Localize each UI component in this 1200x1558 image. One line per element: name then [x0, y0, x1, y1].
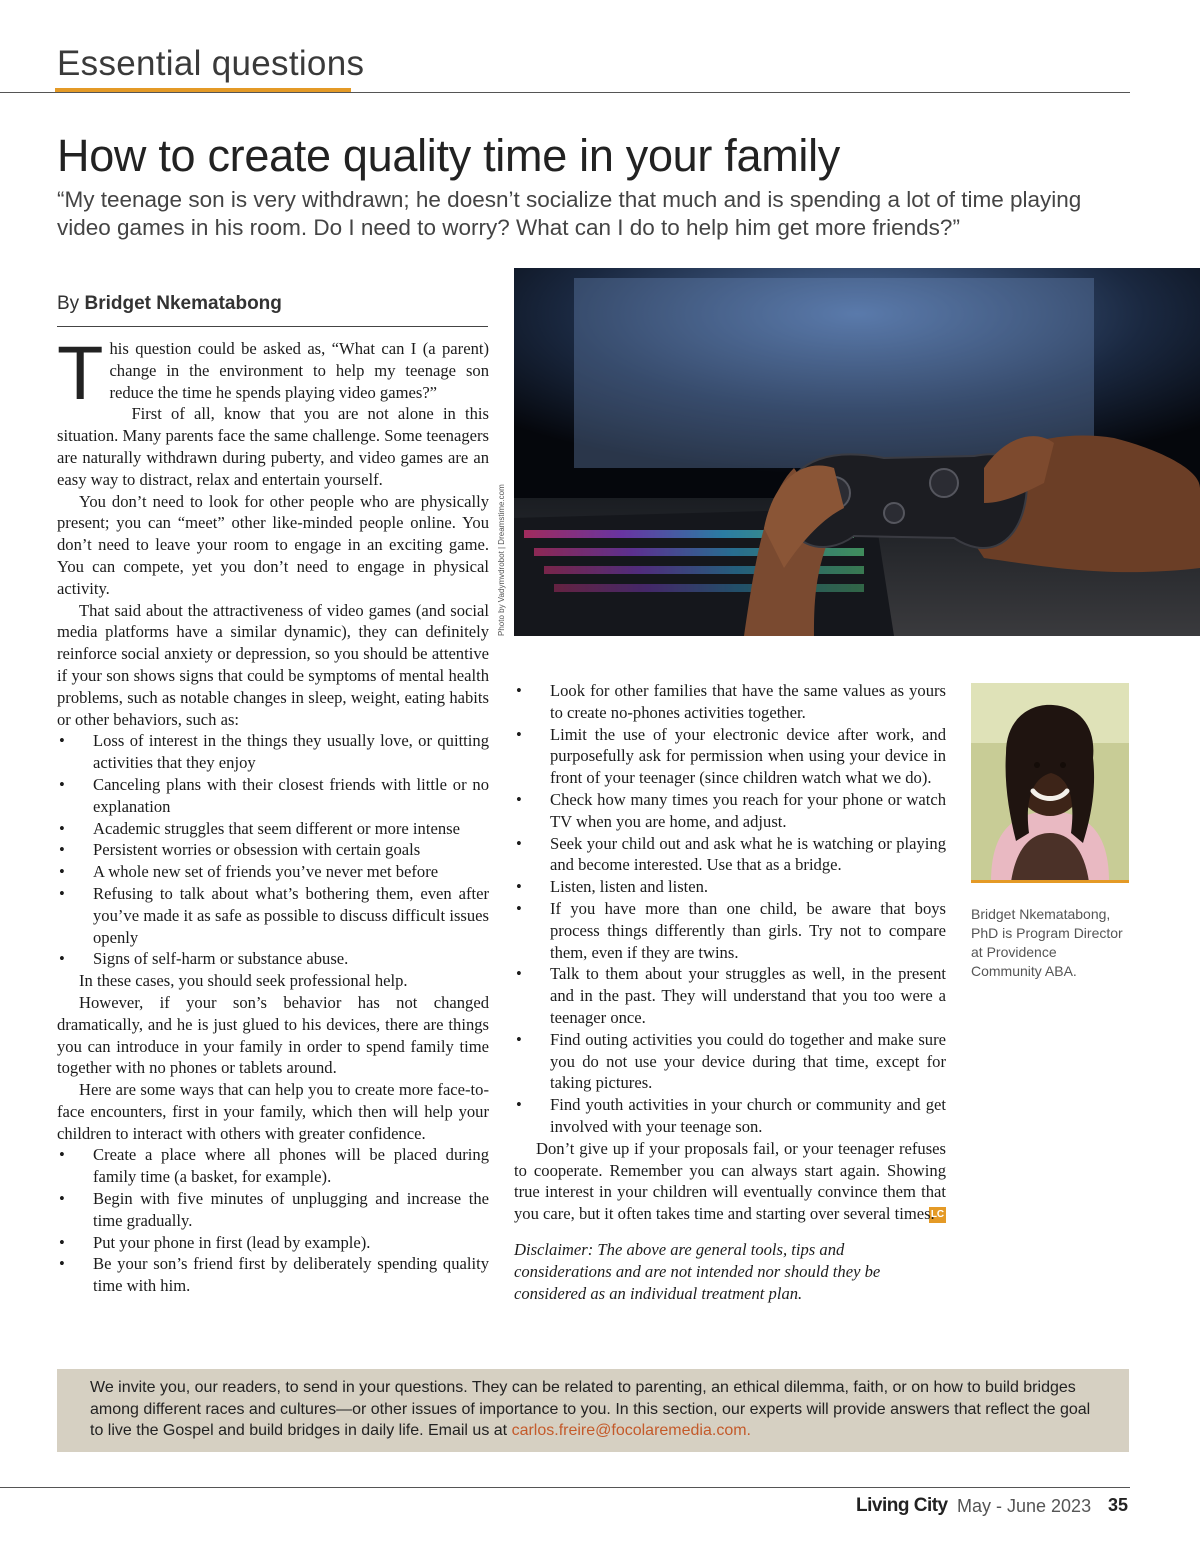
- reader-invitation-box: [57, 1369, 1129, 1452]
- list-item: • Check how many times you reach for your phone or watch TV when you are home, and adjust.: [516, 789, 946, 831]
- list-item: • Find outing activities you could do together and make sure you do not use your device during that time, except for taking pictures.: [516, 1029, 946, 1093]
- paragraph: Here are some ways that can help you to create more face-to-face encounters, first in your family, which then will help your children to interact with others with greater confidence.: [57, 1080, 489, 1143]
- list-item: • Listen, listen and listen.: [516, 877, 709, 897]
- list-item: • Limit the use of your electronic device after work, and purposefully ask for permission when using your device in front of your teenager (since children watch what we do).: [516, 724, 946, 788]
- list-item: • Find youth activities in your church or community and get involved with your teenage son.: [516, 1095, 946, 1136]
- paragraph: In these cases, you should seek professional help.: [79, 971, 408, 991]
- list-item: • Refusing to talk about what’s bothering them, even after you’ve made it as safe as possible to discuss difficult issues openly: [59, 883, 489, 947]
- list-item: • Signs of self-harm or substance abuse.: [59, 949, 349, 969]
- list-item: • Create a place where all phones will be placed during family time (a basket, for example).: [59, 1145, 489, 1187]
- list-item: • If you have more than one child, be aware that boys process things differently than girls. Try not to compare them, even if they are twins.: [516, 898, 946, 962]
- drop-cap: T: [57, 331, 104, 416]
- article-photo-gaming-controller: [514, 268, 1200, 636]
- ways-list-2: [514, 680, 946, 1138]
- paragraph: You don’t need to look for other people who are physically present; you can “meet” other like-minded people online. You don’t need to leave your room to engage in an exciting game. You can compete, yet you don’t need to engage in physical activity.: [57, 491, 489, 598]
- byline-prefix: By: [57, 293, 80, 314]
- disclaimer: Disclaimer: The above are general tools, tips and considerations and are not intended nor should they be considered as an individual treatment plan.: [514, 1239, 881, 1303]
- ways-list-1: [57, 1144, 489, 1297]
- page-number: 35: [1108, 1495, 1129, 1515]
- footer-divider: [0, 1487, 1130, 1488]
- intro-paragraph: [57, 331, 489, 416]
- header-divider: [0, 92, 1130, 93]
- article-column-2: [514, 680, 946, 1304]
- intro-text: his question could be asked as, “What can I (a parent) change in the environment to help my teenage son reduce the time he spends playing video games?”: [109, 339, 489, 402]
- list-item: • Seek your child out and ask what he is watching or playing and become interested. Use that as a bridge.: [516, 833, 946, 875]
- author-photo-accent: [971, 880, 1129, 883]
- list-item: • Look for other families that have the same values as yours to create no-phones activities together.: [516, 681, 946, 722]
- byline-divider: [57, 326, 488, 327]
- byline-author: Bridget Nkematabong: [84, 293, 282, 314]
- article-deck: “My teenage son is very withdrawn; he doesn’t socialize that much and is spending a lot of time playing video games in his room. Do I need to worry? What can I do to help him get more friends?”: [57, 187, 1082, 240]
- list-item: • Be your son’s friend first by deliberately spending quality time with him.: [59, 1254, 489, 1296]
- byline: [57, 293, 282, 315]
- author-caption: Bridget Nkematabong, PhD is Program Director at Providence Community ABA.: [971, 906, 1123, 979]
- issue-date: May - June 2023: [957, 1496, 1092, 1516]
- list-item: • Begin with five minutes of unplugging and increase the time gradually.: [59, 1189, 489, 1230]
- paragraph: That said about the attractiveness of video games (and social media platforms have a similar dynamic), they can definitely reinforce social anxiety or depression, so you should be attentive if your son shows signs that could be symptoms of mental health problems, such as notable changes in sleep, weight, eating habits or other behaviors, such as:: [57, 600, 489, 729]
- email-link[interactable]: carlos.freire@focolaremedia.com.: [511, 1422, 751, 1439]
- article-column-1: [57, 331, 489, 1297]
- list-item: • Canceling plans with their closest friends with little or no explanation: [59, 774, 489, 816]
- author-photo: [971, 683, 1129, 882]
- closing-paragraph: Don’t give up if your proposals fail, or your teenager refuses to cooperate. Remember you can always start again. Showing true interest in your children will eventually convince them that you care, but it often takes time and starting over several times.: [514, 1138, 946, 1224]
- end-mark-logo: LC: [929, 1207, 946, 1223]
- article-headline: How to create quality time in your family: [57, 130, 841, 181]
- list-item: • Persistent worries or obsession with certain goals: [59, 840, 421, 860]
- photo-credit: Photo by Vadymvdrobot | Dreamstime.com: [497, 484, 506, 636]
- list-item: • Loss of interest in the things they usually love, or quitting activities that they enjoy: [59, 731, 489, 773]
- paragraph: First of all, know that you are not alone in this situation. Many parents face the same challenge. Some teenagers are naturally withdrawn during puberty, and video games are an easy way to distract, relax and entertain yourself.: [57, 404, 489, 489]
- list-item: • A whole new set of friends you’ve never met before: [59, 862, 439, 882]
- list-item: • Talk to them about your struggles as well, in the present and in the past. They will understand that you too were a teenager once.: [516, 964, 946, 1027]
- list-item: • Put your phone in first (lead by example).: [59, 1232, 371, 1252]
- signs-list: [57, 730, 489, 970]
- section-label: Essential questions: [57, 44, 365, 83]
- invitation-text: We invite you, our readers, to send in your questions. They can be related to parenting, an ethical dilemma, faith, or on how to build bridges among different races and cultures—or other issues of importance to you. In this section, our experts will provide answers that reflect the goal to live the Gospel and build bridges in daily life. Email us at carlos.freire@focolaremedia.com.: [90, 1379, 1091, 1439]
- paragraph: However, if your son’s behavior has not changed dramatically, and he is just glued to his devices, there are things you can introduce in your family in order to spend family time together with no phones or tablets around.: [57, 992, 489, 1078]
- list-item: • Academic struggles that seem different or more intense: [59, 818, 460, 838]
- magazine-brand: Living City: [856, 1495, 948, 1516]
